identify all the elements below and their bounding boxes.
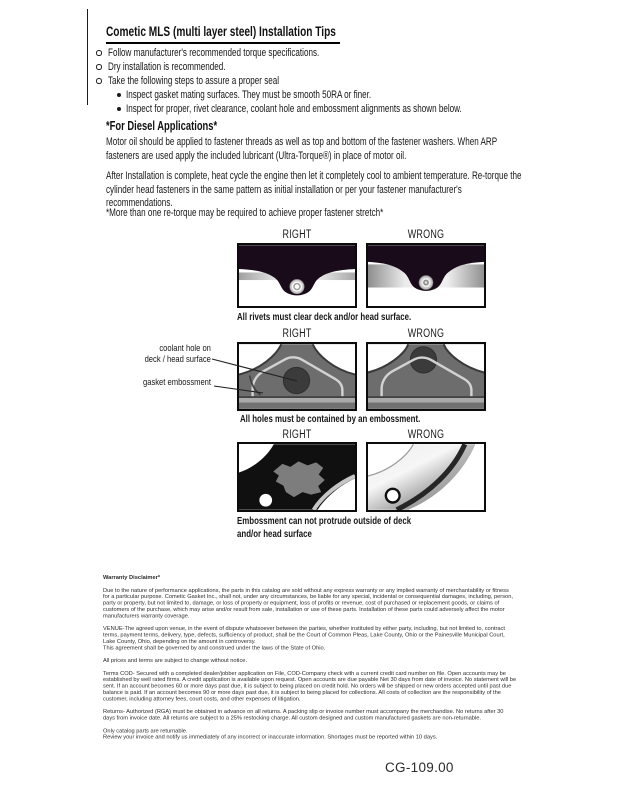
disclaimer-paragraph-4: Terms COD- Secured with a completed dealer/jobber application on File, COD-Company check with a current credit card number on file. Open accounts may be established by well rated firms. A credit application is available upon request. Open accounts are due payable Net 30 days from date of invoice. No statement will be sent. If an account becomes 60 or more days past due, it is subject to being placed on credit hold. No orders will be shipped or new orders accepted until past due balance is paid. If an account becomes 90 or more days past due, it is subject to being placed for collections. All costs of collection are the responsibility of the customer, including attorney fees, court costs, and other expenses of litigation. <box>103 669 517 702</box>
retorque-note <box>106 207 618 221</box>
rivet-clearance-wrong-art <box>368 245 484 306</box>
embossment-protrusion-wrong-art <box>368 444 484 510</box>
bullet-text: Inspect for proper, rivet clearance, coolant hole and embossment alignments as shown below. <box>126 103 462 115</box>
bullet-text: Inspect gasket mating surfaces. They must be smooth 50RA or finer. <box>126 89 372 101</box>
diagram-row1-right <box>237 243 357 308</box>
callout-gasket-embossment-text: gasket embossment <box>142 377 211 388</box>
filled-bullet-icon <box>117 93 121 97</box>
disclaimer-paragraph-2b: This agreement shall be governed by and construed under the laws of the State of Ohio. <box>103 644 326 651</box>
bullet-text: Dry installation is recommended. <box>107 61 225 73</box>
row1-right-label: RIGHT <box>282 229 312 241</box>
sub-bullet-item <box>117 88 576 102</box>
rivet-icon <box>290 280 304 294</box>
bullet-item <box>96 46 576 60</box>
bullet-item <box>96 74 576 88</box>
rivet-clearance-right-art <box>239 245 355 306</box>
bullet-item <box>96 60 576 74</box>
open-bullet-icon <box>96 78 102 84</box>
diesel-heading <box>106 119 254 133</box>
disclaimer-heading: Warranty Disclaimer* <box>103 574 161 581</box>
diagram-row1-wrong <box>366 243 486 308</box>
sub-bullet-item <box>117 102 576 116</box>
disclaimer-paragraph-2: VENUE-The agreed upon venue, in the event of dispute whatsoever between the parties, whether instituted by either party, including, but not limited to, contract terms, payment terms, delivery, type, defects, sufficiency of product, shall be the Court of Common Pleas, Lake County, Ohio or the Painesville Municipal Court, Lake County, Ohio, depending on the amount in controversy. <box>103 625 505 645</box>
bullet-text: Take the following steps to assure a proper seal <box>107 75 279 87</box>
row2-right-label: RIGHT <box>282 328 312 340</box>
bolt-hole <box>259 494 272 507</box>
row1-caption <box>237 311 469 324</box>
disclaimer-paragraph-6: Only catalog parts are returnable. <box>103 727 188 734</box>
row3-caption-line1: Embossment can not protrude outside of deck <box>237 515 412 527</box>
warranty-disclaimer <box>103 574 517 740</box>
page-number: CG-109.00 <box>385 760 454 775</box>
open-bullet-icon <box>96 50 102 56</box>
embossment-containment-wrong-art <box>368 344 484 409</box>
page-edge-artifact <box>87 9 88 105</box>
bolt-hole <box>386 489 400 503</box>
disclaimer-paragraph-6b: Review your invoice and notify us immediately of any incorrect or inaccurate information. Shortages must be reported within 10 days. <box>103 733 438 741</box>
callout-coolant-hole-text: coolant hole on deck / head surface <box>144 343 211 365</box>
embossment-protrusion-right-art <box>239 444 355 510</box>
row2-caption <box>240 413 480 426</box>
row3-caption <box>237 515 469 541</box>
diesel-paragraph-2: After Installation is complete, heat cycle the engine then let it completely cool to ambient temperature. Re-torque the cylinder head fasteners in the same pattern as initial installation or per your fastener manufacturer's recommendations. <box>106 170 522 210</box>
open-bullet-icon <box>96 64 102 70</box>
retorque-note-text: *More than one re-torque may be required to achieve proper fastener stretch* <box>106 207 384 219</box>
row2-wrong-label: WRONG <box>407 328 445 340</box>
rivet-icon <box>419 276 433 290</box>
disclaimer-paragraph-5: Returns- Authorized (RGA) must be obtained in advance on all returns. A packing slip or invoice number must accompany the merchandise. No returns after 30 days from invoice date. All returns are subject to a 25% restocking charge. All custom designed and custom manufactured gaskets are non-returnable. <box>103 708 504 721</box>
row3-wrong-label: WRONG <box>407 429 445 441</box>
diagram-row2-wrong <box>366 342 486 411</box>
bullet-list <box>96 46 576 116</box>
diagram-row3-wrong <box>366 442 486 512</box>
filled-bullet-icon <box>117 107 121 111</box>
row1-caption-text: All rivets must clear deck and/or head surface. <box>237 311 412 323</box>
diesel-heading-text: *For Diesel Applications* <box>106 119 218 133</box>
callout-pointer-lines <box>140 348 310 408</box>
row2-caption-text: All holes must be contained by an embossment. <box>240 413 421 425</box>
row3-right-label: RIGHT <box>282 429 312 441</box>
diesel-paragraph-1: Motor oil should be applied to fastener threads as well as top and bottom of the fastener washers. When ARP fasteners are used apply the included lubricant (Ultra-Torque®) in place of motor oil. <box>106 136 498 162</box>
page-title: Cometic MLS (multi layer steel) Installation Tips <box>106 23 340 44</box>
bullet-text: Follow manufacturer's recommended torque specifications. <box>107 47 319 59</box>
disclaimer-paragraph-3: All prices and terms are subject to change without notice. <box>103 657 248 664</box>
row1-wrong-label: WRONG <box>407 229 445 241</box>
row3-caption-line2: and/or head surface <box>237 528 312 540</box>
diagram-row3-right <box>237 442 357 512</box>
disclaimer-paragraph-1: Due to the nature of performance applications, the parts in this catalog are sold without any express warranty or any implied warranty of merchantability or fitness for a particular purpose. Cometic Gasket Inc., shall not, under any circumstances, be liable for any special, incidental or consequential damages, including, person, party or property, but not limited to, damage, or loss of property or equipment, loss of profits or revenue, cost of purchased or replacement goods, or claims of customers of the purchase, which may arise and/or result from sale, installation or use of these parts. Installation of these parts could adversely affect the motor manufacturers warranty coverage. <box>103 586 513 619</box>
